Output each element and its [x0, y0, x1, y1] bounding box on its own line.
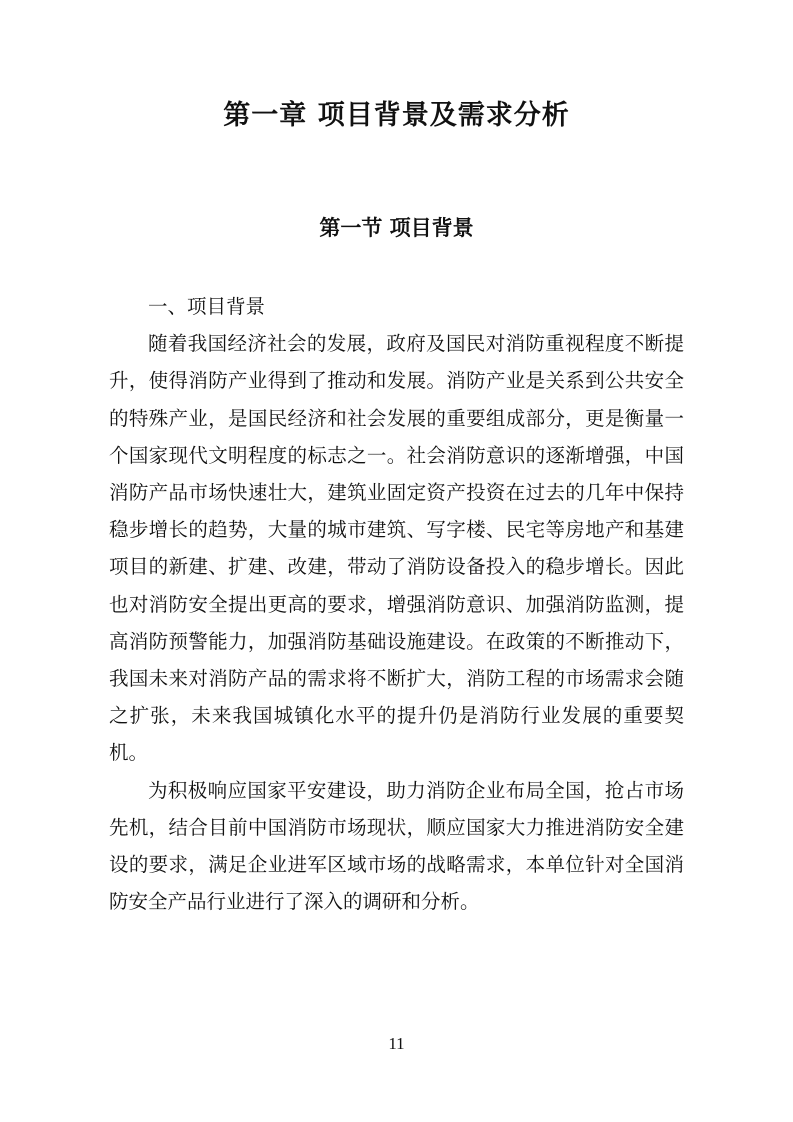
- paragraph: 随着我国经济社会的发展，政府及国民对消防重视程度不断提升，使得消防产业得到了推动和发展。消防产业是关系到公共安全的特殊产业，是国民经济和社会发展的重要组成部分，更是衡量一个国家现代文明程度的标志之一。社会消防意识的逐渐增强，中国消防产品市场快速壮大，建筑业固定资产投资在过去的几年中保持稳步增长的趋势，大量的城市建筑、写字楼、民宅等房地产和基建项目的新建、扩建、改建，带动了消防设备投入的稳步增长。因此也对消防安全提出更高的要求，增强消防意识、加强消防监测，提高消防预警能力，加强消防基础设施建设。在政策的不断推动下，我国未来对消防产品的需求将不断扩大，消防工程的市场需求会随之扩张，未来我国城镇化水平的提升仍是消防行业发展的重要契机。: [109, 332, 684, 765]
- paragraph: 为积极响应国家平安建设，助力消防企业布局全国，抢占市场先机，结合目前中国消防市场现状，顺应国家大力推进消防安全建设的要求，满足企业进军区域市场的战略需求，本单位针对全国消防安全产品行业进行了深入的调研和分析。: [109, 778, 684, 914]
- subsection-heading: 一、项目背景: [148, 295, 266, 318]
- body-text: [109, 288, 684, 920]
- section-title: 第一节 项目背景: [319, 216, 474, 240]
- chapter-title: 第一章 项目背景及需求分析: [223, 100, 570, 131]
- page-number: 11: [388, 1034, 405, 1053]
